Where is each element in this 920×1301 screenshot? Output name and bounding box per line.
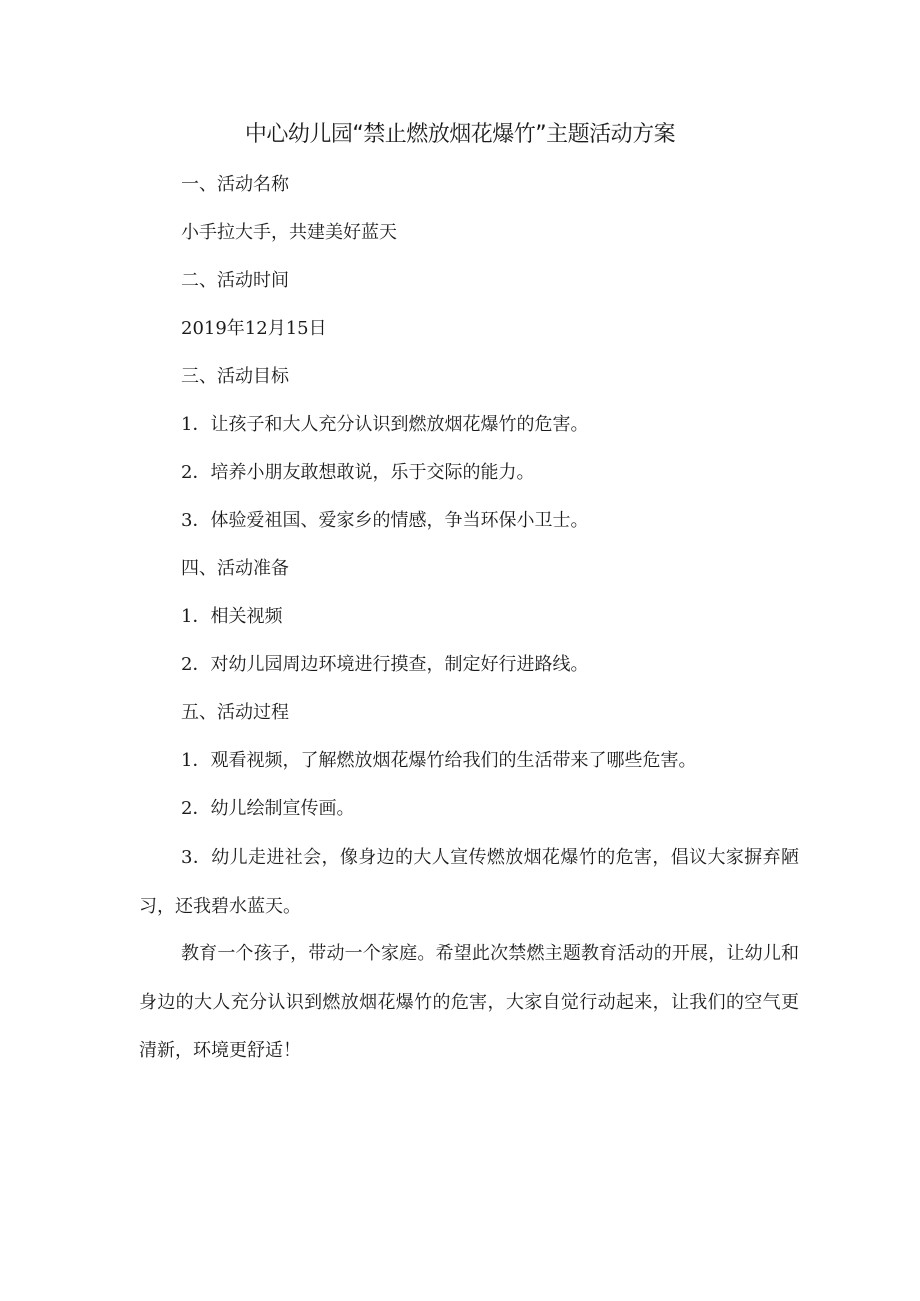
section-heading-process: 五、活动过程 [181, 702, 289, 723]
section-heading-time: 二、活动时间 [181, 270, 289, 291]
activity-name-text: 小手拉大手，共建美好蓝天 [181, 222, 397, 243]
document-title: 中心幼儿园“禁止燃放烟花爆竹”主题活动方案 [244, 122, 676, 147]
preparation-item-2: 2．对幼儿园周边环境进行摸查，制定好行进路线。 [181, 654, 589, 675]
section-heading-name: 一、活动名称 [181, 174, 289, 195]
conclusion-paragraph: 教育一个孩子，带动一个家庭。希望此次禁燃主题教育活动的开展，让幼儿和身边的大人充分认识到燃放烟花爆竹的危害，大家自觉行动起来，让我们的空气更清新，环境更舒适！ [139, 943, 799, 1061]
activity-time-text: 2019年12月15日 [181, 318, 327, 339]
section-heading-preparation: 四、活动准备 [181, 558, 289, 579]
process-item-3: 3．幼儿走进社会，像身边的大人宣传燃放烟花爆竹的危害，倡议大家摒弃陋习，还我碧水蓝天。 [139, 847, 799, 917]
process-item-2: 2．幼儿绘制宣传画。 [181, 798, 355, 819]
preparation-item-1: 1．相关视频 [181, 606, 283, 627]
process-item-1: 1．观看视频，了解燃放烟花爆竹给我们的生活带来了哪些危害。 [181, 750, 697, 771]
goal-item-3: 3．体验爱祖国、爱家乡的情感，争当环保小卫士。 [181, 510, 589, 531]
goal-item-2: 2．培养小朋友敢想敢说，乐于交际的能力。 [181, 462, 535, 483]
section-heading-goals: 三、活动目标 [181, 366, 289, 387]
goal-item-1: 1．让孩子和大人充分认识到燃放烟花爆竹的危害。 [181, 414, 589, 435]
